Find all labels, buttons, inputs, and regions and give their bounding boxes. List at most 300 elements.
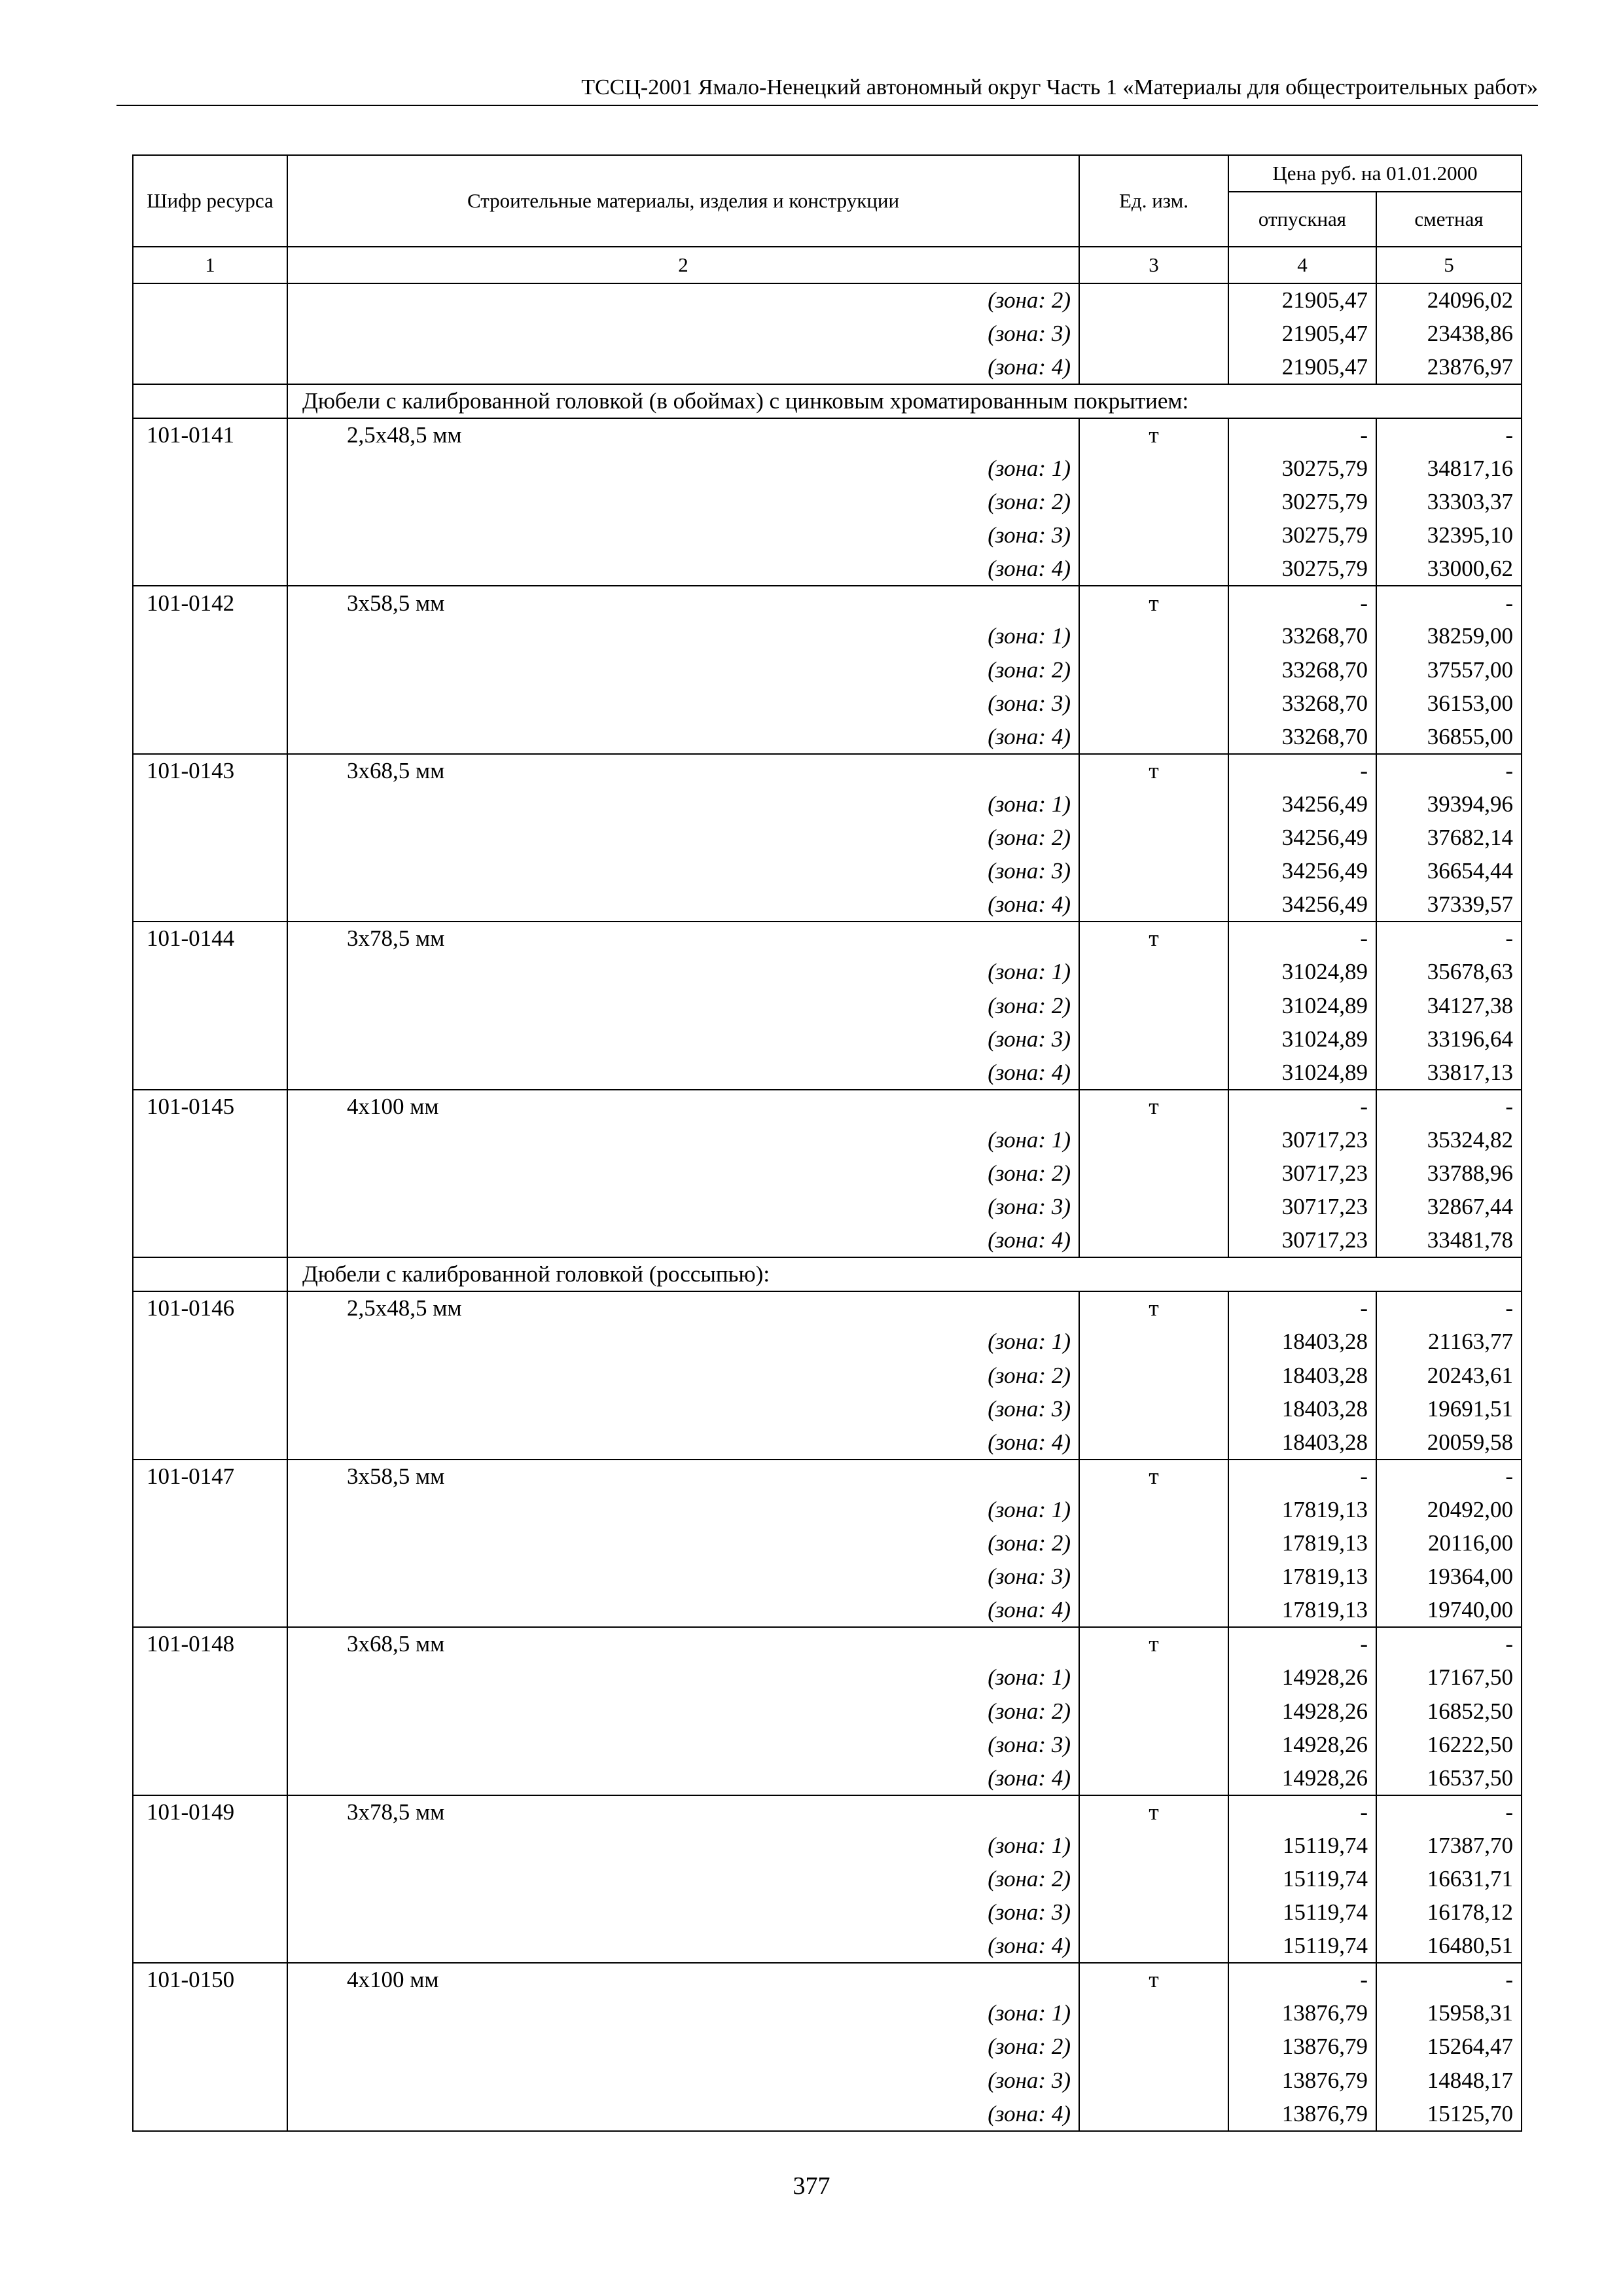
- unit-cell: [1079, 1896, 1228, 1929]
- estimate-price: -: [1376, 922, 1522, 955]
- zone-label: (зона: 2): [287, 989, 1079, 1022]
- estimate-price: 33817,13: [1376, 1056, 1522, 1090]
- column-number: 1: [133, 247, 287, 283]
- unit-cell: [1079, 1392, 1228, 1426]
- code-cell: [133, 1392, 287, 1426]
- unit-cell: т: [1079, 1627, 1228, 1660]
- zone-price-row: [133, 1224, 1522, 1257]
- unit-cell: [1079, 1526, 1228, 1560]
- estimate-price: 15264,47: [1376, 2030, 1522, 2064]
- zone-label: (зона: 4): [287, 552, 1079, 586]
- resource-code: 101-0148: [133, 1627, 287, 1660]
- header-estimate-price: сметная: [1376, 192, 1522, 247]
- release-price: 30717,23: [1228, 1191, 1376, 1224]
- estimate-price: 32395,10: [1376, 519, 1522, 552]
- unit-cell: [1079, 552, 1228, 586]
- estimate-price: 32867,44: [1376, 1191, 1522, 1224]
- column-number: 4: [1228, 247, 1376, 283]
- zone-label: (зона: 1): [287, 620, 1079, 653]
- release-price: 30275,79: [1228, 452, 1376, 485]
- unit-cell: [1079, 1325, 1228, 1359]
- material-name: 3х78,5 мм: [287, 922, 1079, 955]
- estimate-price: 33303,37: [1376, 485, 1522, 518]
- estimate-price: -: [1376, 586, 1522, 619]
- release-price: 17819,13: [1228, 1560, 1376, 1594]
- unit-cell: [1079, 888, 1228, 922]
- estimate-price: 16852,50: [1376, 1695, 1522, 1728]
- estimate-price: 33196,64: [1376, 1022, 1522, 1056]
- zone-price-row: [133, 1896, 1522, 1929]
- release-price: 14928,26: [1228, 1728, 1376, 1761]
- zone-price-row: [133, 1392, 1522, 1426]
- code-cell: [133, 485, 287, 518]
- release-price: -: [1228, 1460, 1376, 1493]
- code-cell: [133, 1493, 287, 1526]
- estimate-price: -: [1376, 1627, 1522, 1660]
- code-cell: [133, 787, 287, 821]
- zone-label: (зона: 4): [287, 888, 1079, 922]
- code-cell: [133, 687, 287, 720]
- unit-cell: [1079, 1426, 1228, 1460]
- zone-price-row: [133, 1997, 1522, 2030]
- estimate-price: 20116,00: [1376, 1526, 1522, 1560]
- code-cell: [133, 283, 287, 317]
- code-cell: [133, 1997, 287, 2030]
- zone-price-row: [133, 1761, 1522, 1795]
- code-cell: [133, 989, 287, 1022]
- item-row: [133, 1795, 1522, 1829]
- release-price: 17819,13: [1228, 1493, 1376, 1526]
- release-price: 17819,13: [1228, 1526, 1376, 1560]
- material-name: 3х78,5 мм: [287, 1795, 1079, 1829]
- zone-label: (зона: 1): [287, 956, 1079, 989]
- unit-cell: [1079, 787, 1228, 821]
- code-cell: [133, 1056, 287, 1090]
- release-price: 30717,23: [1228, 1157, 1376, 1190]
- release-price: -: [1228, 754, 1376, 787]
- unit-cell: [1079, 1560, 1228, 1594]
- estimate-price: 15125,70: [1376, 2097, 1522, 2130]
- zone-price-row: [133, 1695, 1522, 1728]
- zone-label: (зона: 2): [287, 2030, 1079, 2064]
- unit-cell: [1079, 452, 1228, 485]
- release-price: 31024,89: [1228, 956, 1376, 989]
- unit-cell: [1079, 1728, 1228, 1761]
- estimate-price: 37339,57: [1376, 888, 1522, 922]
- zone-price-row: [133, 620, 1522, 653]
- estimate-price: 37557,00: [1376, 653, 1522, 687]
- zone-price-row: [133, 855, 1522, 888]
- zone-price-row: [133, 888, 1522, 922]
- unit-cell: [1079, 1022, 1228, 1056]
- unit-cell: [1079, 351, 1228, 384]
- code-cell: [133, 317, 287, 350]
- release-price: 31024,89: [1228, 1022, 1376, 1056]
- zone-label: (зона: 1): [287, 787, 1079, 821]
- unit-cell: т: [1079, 1090, 1228, 1123]
- estimate-price: -: [1376, 1090, 1522, 1123]
- unit-cell: [1079, 519, 1228, 552]
- release-price: 30275,79: [1228, 519, 1376, 552]
- code-cell: [133, 2030, 287, 2064]
- zone-label: (зона: 3): [287, 855, 1079, 888]
- code-cell: [133, 653, 287, 687]
- code-cell: [133, 620, 287, 653]
- item-row: [133, 1627, 1522, 1660]
- code-cell: [133, 1594, 287, 1627]
- release-price: 34256,49: [1228, 855, 1376, 888]
- release-price: -: [1228, 586, 1376, 619]
- header-unit: Ед. изм.: [1079, 155, 1228, 247]
- code-cell: [133, 956, 287, 989]
- release-price: 15119,74: [1228, 1862, 1376, 1895]
- release-price: 34256,49: [1228, 821, 1376, 854]
- release-price: 18403,28: [1228, 1392, 1376, 1426]
- zone-price-row: [133, 485, 1522, 518]
- zone-label: (зона: 4): [287, 1056, 1079, 1090]
- estimate-price: 19740,00: [1376, 1594, 1522, 1627]
- table-header: [133, 155, 1522, 283]
- unit-cell: [1079, 1493, 1228, 1526]
- zone-price-row: [133, 1526, 1522, 1560]
- item-row: [133, 1963, 1522, 1996]
- price-table: [132, 154, 1522, 2132]
- material-name: 2,5х48,5 мм: [287, 418, 1079, 452]
- unit-cell: т: [1079, 922, 1228, 955]
- zone-label: (зона: 4): [287, 1594, 1079, 1627]
- zone-label: (зона: 3): [287, 687, 1079, 720]
- release-price: -: [1228, 418, 1376, 452]
- code-cell: [133, 1325, 287, 1359]
- zone-price-row: [133, 956, 1522, 989]
- material-name: 3х68,5 мм: [287, 1627, 1079, 1660]
- page-number: 377: [793, 2172, 830, 2200]
- zone-label: (зона: 3): [287, 1896, 1079, 1929]
- code-cell: [133, 2064, 287, 2097]
- estimate-price: -: [1376, 1460, 1522, 1493]
- header-code: Шифр ресурса: [133, 155, 287, 247]
- material-name: 3х58,5 мм: [287, 1460, 1079, 1493]
- item-row: [133, 754, 1522, 787]
- release-price: 33268,70: [1228, 687, 1376, 720]
- zone-price-row: [133, 653, 1522, 687]
- zone-price-row: [133, 1325, 1522, 1359]
- zone-label: (зона: 3): [287, 519, 1079, 552]
- zone-price-row: [133, 552, 1522, 586]
- unit-cell: [1079, 1056, 1228, 1090]
- zone-price-row: [133, 2064, 1522, 2097]
- code-cell: [133, 1829, 287, 1862]
- resource-code: 101-0150: [133, 1963, 287, 1996]
- release-price: 13876,79: [1228, 1997, 1376, 2030]
- release-price: 21905,47: [1228, 283, 1376, 317]
- zone-price-row: [133, 2030, 1522, 2064]
- column-numbers-row: [133, 247, 1522, 283]
- release-price: 14928,26: [1228, 1695, 1376, 1728]
- header-price-group: Цена руб. на 01.01.2000: [1228, 155, 1522, 192]
- release-price: 13876,79: [1228, 2030, 1376, 2064]
- estimate-price: 20243,61: [1376, 1359, 1522, 1392]
- unit-cell: т: [1079, 1460, 1228, 1493]
- zone-price-row: [133, 1929, 1522, 1963]
- release-price: 21905,47: [1228, 317, 1376, 350]
- estimate-price: -: [1376, 1291, 1522, 1325]
- zone-price-row: [133, 2097, 1522, 2130]
- estimate-price: 16631,71: [1376, 1862, 1522, 1895]
- resource-code: 101-0141: [133, 418, 287, 452]
- release-price: 34256,49: [1228, 888, 1376, 922]
- zone-label: (зона: 2): [287, 485, 1079, 518]
- resource-code: 101-0146: [133, 1291, 287, 1325]
- unit-cell: [1079, 1359, 1228, 1392]
- unit-cell: [1079, 317, 1228, 350]
- item-row: [133, 418, 1522, 452]
- zone-price-row: [133, 519, 1522, 552]
- release-price: 30275,79: [1228, 552, 1376, 586]
- table-body: [133, 283, 1522, 2131]
- zone-label: (зона: 1): [287, 1997, 1079, 2030]
- estimate-price: 23876,97: [1376, 351, 1522, 384]
- estimate-price: 17167,50: [1376, 1661, 1522, 1695]
- zone-label: (зона: 3): [287, 1022, 1079, 1056]
- zone-label: (зона: 3): [287, 317, 1079, 350]
- zone-price-row: [133, 1493, 1522, 1526]
- estimate-price: 16222,50: [1376, 1728, 1522, 1761]
- estimate-price: 19691,51: [1376, 1392, 1522, 1426]
- zone-label: (зона: 2): [287, 283, 1079, 317]
- zone-label: (зона: 2): [287, 653, 1079, 687]
- release-price: 18403,28: [1228, 1426, 1376, 1460]
- unit-cell: [1079, 1997, 1228, 2030]
- group-heading: Дюбели с калиброванной головкой (россыпью):: [287, 1257, 1522, 1291]
- release-price: -: [1228, 1291, 1376, 1325]
- estimate-price: 39394,96: [1376, 787, 1522, 821]
- release-price: -: [1228, 1963, 1376, 1996]
- code-cell: [133, 888, 287, 922]
- estimate-price: 20492,00: [1376, 1493, 1522, 1526]
- release-price: 17819,13: [1228, 1594, 1376, 1627]
- unit-cell: [1079, 1929, 1228, 1963]
- unit-cell: [1079, 1191, 1228, 1224]
- release-price: 15119,74: [1228, 1829, 1376, 1862]
- estimate-price: 16537,50: [1376, 1761, 1522, 1795]
- zone-price-row: [133, 1022, 1522, 1056]
- unit-cell: [1079, 821, 1228, 854]
- release-price: 30275,79: [1228, 485, 1376, 518]
- resource-code: 101-0144: [133, 922, 287, 955]
- resource-code: 101-0142: [133, 586, 287, 619]
- estimate-price: 34127,38: [1376, 989, 1522, 1022]
- release-price: -: [1228, 1795, 1376, 1829]
- zone-label: (зона: 3): [287, 1392, 1079, 1426]
- zone-label: (зона: 2): [287, 1157, 1079, 1190]
- zone-price-row: [133, 821, 1522, 854]
- code-cell: [133, 1862, 287, 1895]
- code-cell: [133, 519, 287, 552]
- group-heading-row: [133, 384, 1522, 418]
- code-cell: [133, 855, 287, 888]
- zone-label: (зона: 2): [287, 821, 1079, 854]
- zone-price-row: [133, 1594, 1522, 1627]
- unit-cell: [1079, 283, 1228, 317]
- release-price: -: [1228, 1627, 1376, 1660]
- unit-cell: [1079, 1123, 1228, 1157]
- unit-cell: т: [1079, 586, 1228, 619]
- estimate-price: 15958,31: [1376, 1997, 1522, 2030]
- estimate-price: 19364,00: [1376, 1560, 1522, 1594]
- unit-cell: [1079, 1695, 1228, 1728]
- unit-cell: [1079, 989, 1228, 1022]
- estimate-price: 17387,70: [1376, 1829, 1522, 1862]
- zone-price-row: [133, 721, 1522, 754]
- estimate-price: 16480,51: [1376, 1929, 1522, 1963]
- zone-price-row: [133, 1862, 1522, 1895]
- release-price: 31024,89: [1228, 1056, 1376, 1090]
- release-price: 18403,28: [1228, 1359, 1376, 1392]
- zone-label: (зона: 1): [287, 1325, 1079, 1359]
- estimate-price: 35324,82: [1376, 1123, 1522, 1157]
- resource-code: 101-0147: [133, 1460, 287, 1493]
- zone-label: (зона: 4): [287, 1224, 1079, 1257]
- estimate-price: 21163,77: [1376, 1325, 1522, 1359]
- release-price: 30717,23: [1228, 1224, 1376, 1257]
- release-price: 13876,79: [1228, 2064, 1376, 2097]
- zone-label: (зона: 2): [287, 1359, 1079, 1392]
- unit-cell: т: [1079, 1963, 1228, 1996]
- zone-label: (зона: 3): [287, 1728, 1079, 1761]
- release-price: 33268,70: [1228, 620, 1376, 653]
- material-name: 2,5х48,5 мм: [287, 1291, 1079, 1325]
- code-cell: [133, 384, 287, 418]
- estimate-price: 35678,63: [1376, 956, 1522, 989]
- zone-price-row: [133, 1829, 1522, 1862]
- release-price: 18403,28: [1228, 1325, 1376, 1359]
- code-cell: [133, 351, 287, 384]
- zone-label: (зона: 1): [287, 1493, 1079, 1526]
- zone-price-row: [133, 989, 1522, 1022]
- estimate-price: -: [1376, 1963, 1522, 1996]
- estimate-price: 34817,16: [1376, 452, 1522, 485]
- release-price: 13876,79: [1228, 2097, 1376, 2130]
- zone-label: (зона: 3): [287, 2064, 1079, 2097]
- release-price: 14928,26: [1228, 1661, 1376, 1695]
- zone-price-row: [133, 1728, 1522, 1761]
- zone-price-row: [133, 283, 1522, 317]
- estimate-price: -: [1376, 754, 1522, 787]
- release-price: 15119,74: [1228, 1896, 1376, 1929]
- unit-cell: [1079, 721, 1228, 754]
- unit-cell: т: [1079, 418, 1228, 452]
- estimate-price: 16178,12: [1376, 1896, 1522, 1929]
- estimate-price: 33788,96: [1376, 1157, 1522, 1190]
- zone-label: (зона: 1): [287, 1829, 1079, 1862]
- code-cell: [133, 1022, 287, 1056]
- group-heading: Дюбели с калиброванной головкой (в обоймах) с цинковым хроматированным покрытием:: [287, 384, 1522, 418]
- zone-label: (зона: 1): [287, 452, 1079, 485]
- zone-price-row: [133, 1157, 1522, 1190]
- header-name: Строительные материалы, изделия и конструкции: [287, 155, 1079, 247]
- estimate-price: 14848,17: [1376, 2064, 1522, 2097]
- item-row: [133, 922, 1522, 955]
- zone-price-row: [133, 687, 1522, 720]
- unit-cell: т: [1079, 1795, 1228, 1829]
- estimate-price: 23438,86: [1376, 317, 1522, 350]
- unit-cell: [1079, 2097, 1228, 2130]
- zone-label: (зона: 2): [287, 1526, 1079, 1560]
- estimate-price: 37682,14: [1376, 821, 1522, 854]
- release-price: 34256,49: [1228, 787, 1376, 821]
- release-price: 33268,70: [1228, 721, 1376, 754]
- code-cell: [133, 1761, 287, 1795]
- code-cell: [133, 1257, 287, 1291]
- unit-cell: [1079, 1862, 1228, 1895]
- zone-price-row: [133, 787, 1522, 821]
- zone-label: (зона: 1): [287, 1123, 1079, 1157]
- release-price: 21905,47: [1228, 351, 1376, 384]
- estimate-price: 24096,02: [1376, 283, 1522, 317]
- code-cell: [133, 1191, 287, 1224]
- header-release-price: отпускная: [1228, 192, 1376, 247]
- unit-cell: [1079, 855, 1228, 888]
- zone-label: (зона: 3): [287, 1560, 1079, 1594]
- unit-cell: [1079, 1661, 1228, 1695]
- unit-cell: [1079, 620, 1228, 653]
- release-price: 31024,89: [1228, 989, 1376, 1022]
- release-price: 30717,23: [1228, 1123, 1376, 1157]
- estimate-price: -: [1376, 1795, 1522, 1829]
- material-name: 4х100 мм: [287, 1963, 1079, 1996]
- zone-label: (зона: 4): [287, 721, 1079, 754]
- estimate-price: 20059,58: [1376, 1426, 1522, 1460]
- zone-label: (зона: 3): [287, 1191, 1079, 1224]
- zone-label: (зона: 4): [287, 1929, 1079, 1963]
- unit-cell: [1079, 2030, 1228, 2064]
- unit-cell: [1079, 1594, 1228, 1627]
- estimate-price: -: [1376, 418, 1522, 452]
- unit-cell: [1079, 1157, 1228, 1190]
- zone-label: (зона: 4): [287, 2097, 1079, 2130]
- unit-cell: [1079, 2064, 1228, 2097]
- release-price: 33268,70: [1228, 653, 1376, 687]
- group-heading-row: [133, 1257, 1522, 1291]
- zone-price-row: [133, 1056, 1522, 1090]
- zone-price-row: [133, 1123, 1522, 1157]
- unit-cell: [1079, 687, 1228, 720]
- zone-price-row: [133, 1661, 1522, 1695]
- material-name: 3х68,5 мм: [287, 754, 1079, 787]
- zone-price-row: [133, 1359, 1522, 1392]
- item-row: [133, 1291, 1522, 1325]
- release-price: -: [1228, 1090, 1376, 1123]
- item-row: [133, 1090, 1522, 1123]
- zone-label: (зона: 2): [287, 1862, 1079, 1895]
- estimate-price: 38259,00: [1376, 620, 1522, 653]
- column-number: 2: [287, 247, 1079, 283]
- zone-price-row: [133, 317, 1522, 350]
- code-cell: [133, 2097, 287, 2130]
- code-cell: [133, 1728, 287, 1761]
- code-cell: [133, 1426, 287, 1460]
- material-name: 4х100 мм: [287, 1090, 1079, 1123]
- code-cell: [133, 1661, 287, 1695]
- unit-cell: [1079, 1761, 1228, 1795]
- release-price: 15119,74: [1228, 1929, 1376, 1963]
- code-cell: [133, 1123, 287, 1157]
- zone-price-row: [133, 1560, 1522, 1594]
- zone-price-row: [133, 351, 1522, 384]
- code-cell: [133, 1929, 287, 1963]
- code-cell: [133, 1224, 287, 1257]
